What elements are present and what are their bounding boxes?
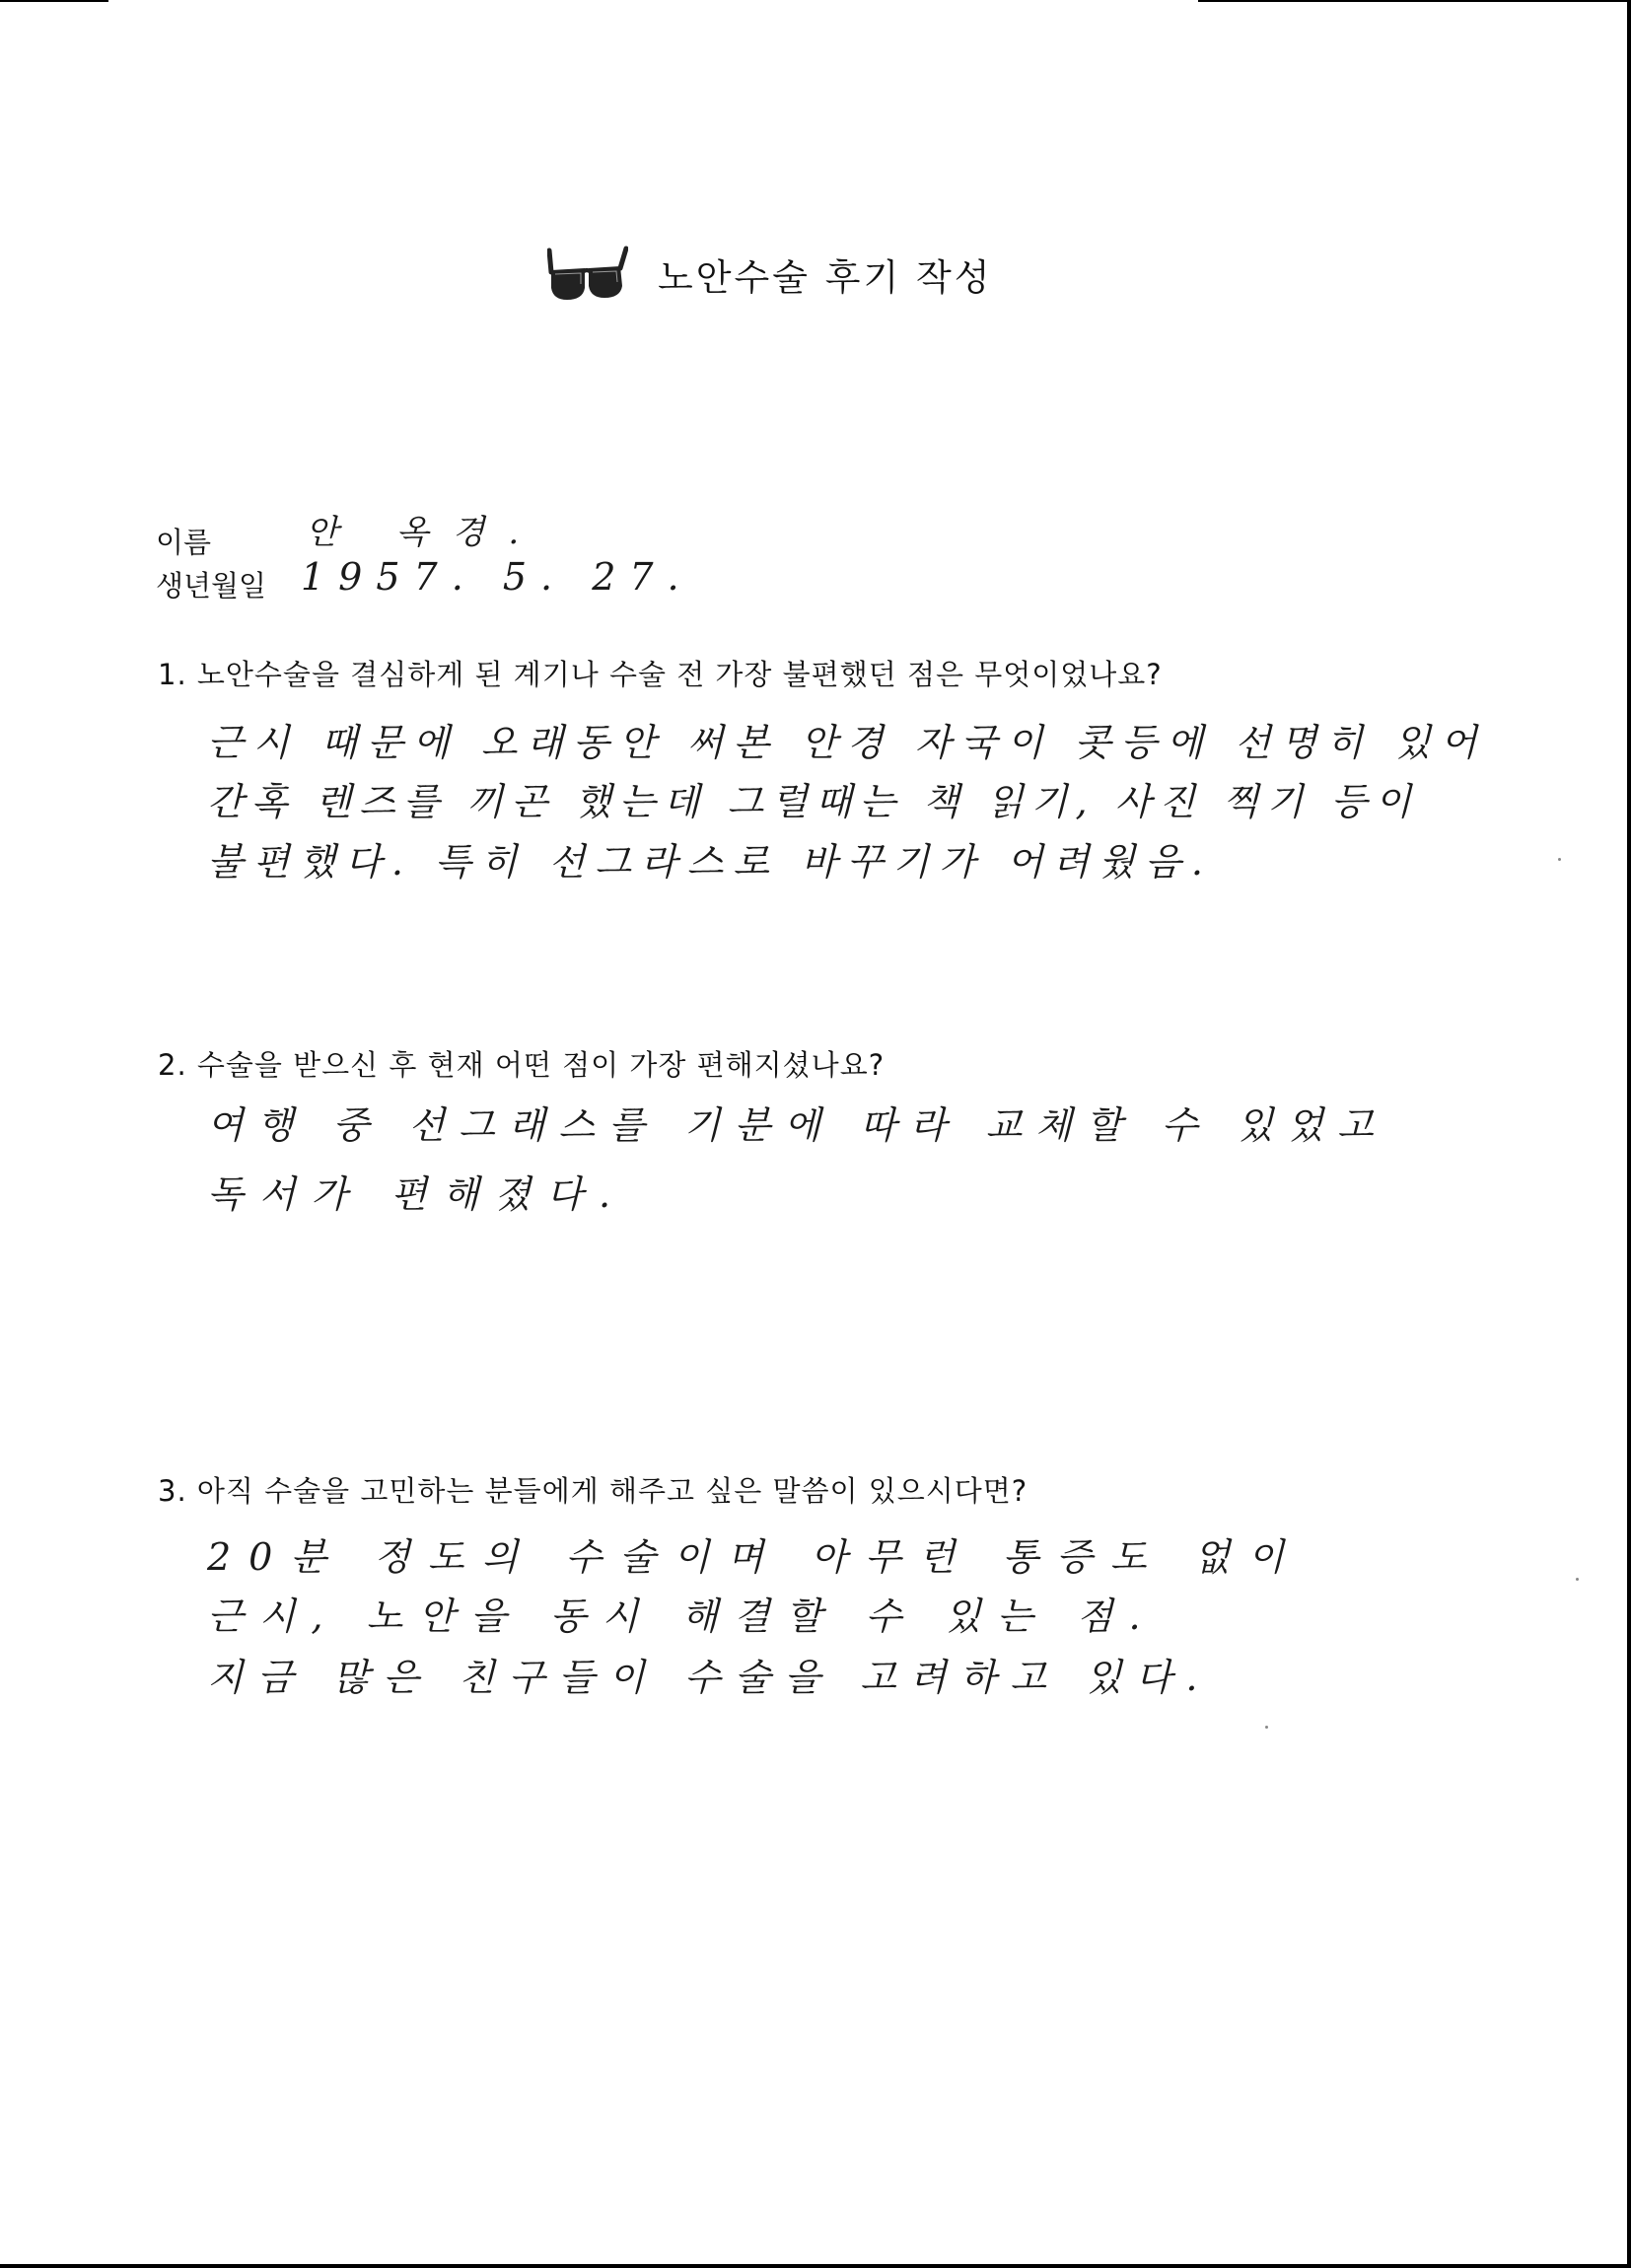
answer-3-line-1: 20분 정도의 수술이며 아무런 통증도 없이 — [207, 1535, 1303, 1579]
birth-label: 생년월일 — [156, 569, 267, 602]
question-1: 1. 노안수술을 결심하게 된 계기나 수술 전 가장 불편했던 점은 무엇이었나요? — [158, 658, 1163, 691]
question-2: 2. 수술을 받으신 후 현재 어떤 점이 가장 편해지셨나요? — [158, 1048, 886, 1082]
scan-edge-right — [1627, 0, 1631, 2268]
scan-speck — [1576, 1578, 1579, 1581]
answer-1-line-2: 간혹 렌즈를 끼곤 했는데 그럴때는 책 읽기, 사진 찍기 등이 — [207, 780, 1420, 823]
answer-1-line-1: 근시 때문에 오래동안 써본 안경 자국이 콧등에 선명히 있어 — [207, 721, 1487, 764]
scan-edge-top-right — [1198, 0, 1631, 2]
sunglasses-icon — [547, 245, 628, 304]
answer-3-line-2: 근시, 노안을 동시 해결할 수 있는 점. — [207, 1595, 1157, 1638]
scan-edge-bottom — [0, 2264, 1631, 2268]
name-handwritten: 안 옥경. — [306, 513, 543, 552]
name-label: 이름 — [156, 526, 212, 559]
scan-edge-top-left — [0, 0, 108, 2]
answer-3-line-3: 지금 많은 친구들이 수술을 고려하고 있다. — [207, 1656, 1212, 1699]
answer-2-line-1: 여행 중 선그래스를 기분에 따라 교체할 수 있었고 — [207, 1103, 1387, 1147]
page-title: 노안수술 후기 작성 — [658, 256, 993, 299]
birth-handwritten: 1957. 5. 27. — [301, 555, 693, 599]
answer-1-line-3: 불편했다. 특히 선그라스로 바꾸기가 어려웠음. — [207, 840, 1213, 884]
document-header — [547, 245, 992, 304]
answer-2-line-2: 독서가 편해졌다. — [207, 1172, 627, 1216]
question-3: 3. 아직 수술을 고민하는 분들에게 해주고 싶은 말씀이 있으시다면? — [158, 1474, 1028, 1508]
scan-speck — [1265, 1726, 1268, 1729]
scan-speck — [1558, 858, 1561, 861]
